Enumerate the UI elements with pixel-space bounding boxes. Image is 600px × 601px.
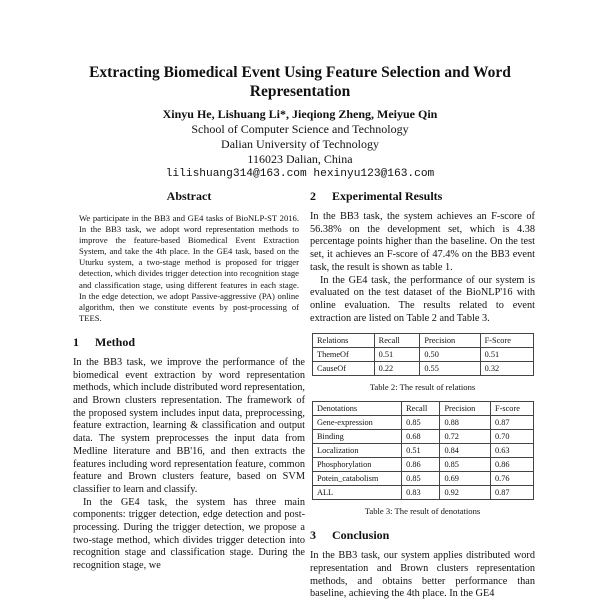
table-cell: CauseOf <box>313 362 375 376</box>
method-section-title: Method <box>95 334 135 349</box>
table-cell: 0.76 <box>491 472 534 486</box>
table-header-cell: Relations <box>313 334 375 348</box>
table-cell: 0.86 <box>491 458 534 472</box>
table-cell: 0.85 <box>440 458 491 472</box>
abstract-heading: Abstract <box>166 189 212 203</box>
table-cell: 0.72 <box>440 430 491 444</box>
table-cell: Localization <box>313 444 402 458</box>
table-header-cell: Recall <box>402 402 440 416</box>
right-column <box>310 188 535 601</box>
table-cell: 0.84 <box>440 444 491 458</box>
table-cell: 0.87 <box>491 486 534 500</box>
table2-caption: Table 2: The result of relations <box>369 382 476 393</box>
table-cell: 0.92 <box>440 486 491 500</box>
table-cell: 0.22 <box>374 362 420 376</box>
table-cell: Potein_catabolism <box>313 472 402 486</box>
table-cell: Gene-expression <box>313 416 402 430</box>
table3-caption: Table 3: The result of denotations <box>364 506 481 517</box>
method-paragraph-2: In the GE4 task, the system has three main components: trigger detection, edge detection and post-processing. During the trigger detection, we propose a two-stage method, which divides trigger detection into recognition stage and classification stage. During the recognition stage, we <box>73 496 305 572</box>
table-row <box>313 416 534 430</box>
table-row <box>313 472 534 486</box>
table-cell: 0.63 <box>491 444 534 458</box>
table-cell: 0.85 <box>402 472 440 486</box>
author-emails: lilishuang314@163.com hexinyu123@163.com <box>165 168 435 180</box>
method-paragraph-1: In the BB3 task, we improve the performance of the biomedical event extraction by word representation methods, which include distributed word representation, and Brown clusters representation. The framework of the proposed system includes input data, preprocessing, feature extraction, learning & classification and output data. The system preprocesses the input data from Medline literature and BB'16, and then extracts the features including word representation feature, common feature and Brown clusters feature, based on SVM classifier to learn and classify. <box>73 356 305 495</box>
table-cell: Binding <box>313 430 402 444</box>
conclusion-paragraph-1: In the BB3 task, our system applies distributed word representation and Brown clusters representation methods, and obtains better performance than baseline, achieving the 4th place. In the GE4 <box>310 550 535 600</box>
table-cell: 0.87 <box>491 416 534 430</box>
table-header-cell: Precision <box>420 334 480 348</box>
experimental-paragraph-1: In the BB3 task, the system achieves an F-score of 56.38% on the development set, which is 4.38 percentage points higher than the baseline. On the test set, it achieves an F-score of 47.4% on the BB3 event task, the result is shown as table 1. <box>310 211 535 273</box>
left-column <box>73 188 305 573</box>
table-cell: 0.55 <box>420 362 480 376</box>
table-cell: 0.88 <box>440 416 491 430</box>
table-header-cell: F-score <box>491 402 534 416</box>
experimental-section-number: 2 <box>310 189 316 203</box>
table-cell: 0.51 <box>480 348 533 362</box>
method-section-number: 1 <box>73 334 79 349</box>
table-relations <box>312 333 534 376</box>
table-header-cell: Recall <box>374 334 420 348</box>
experimental-paragraph-2: In the GE4 task, the performance of our system is evaluated on the test dataset of the BioNLP'16 with online evaluation. The results related to event extraction are listed on Table 2 and Table 3. <box>310 274 535 324</box>
table-cell: 0.85 <box>402 416 440 430</box>
table-cell: 0.32 <box>480 362 533 376</box>
table-cell: 0.51 <box>374 348 420 362</box>
table-cell: 0.86 <box>402 458 440 472</box>
table-cell: 0.70 <box>491 430 534 444</box>
table-row <box>313 348 534 362</box>
abstract-text: We participate in the BB3 and GE4 tasks of BioNLP-ST 2016. In the BB3 task, we adopt word representation methods to improve the feature-based Biomedical Event Extraction System, and take the 4th place. In the GE4 task, based on the Uturku system, a two-stage method is proposed for trigger detection, which divides trigger detection into recognition stage and classification stage, using different features in each stage. In the edge detection, we adopt Passive-aggressive (PA) online algorithm, then we constitute events by post-processing of TEES. <box>79 213 299 323</box>
table-header-row <box>313 402 534 416</box>
table-cell: 0.68 <box>402 430 440 444</box>
table-header-cell: Denotations <box>313 402 402 416</box>
table-cell: ALL <box>313 486 402 500</box>
paper-title: Extracting Biomedical Event Using Feature Selection and Word Representation <box>89 64 511 100</box>
table-cell: ThemeOf <box>313 348 375 362</box>
table-cell: 0.50 <box>420 348 480 362</box>
author-block <box>0 107 600 182</box>
table-row <box>313 430 534 444</box>
conclusion-section-number: 3 <box>310 528 316 543</box>
conclusion-section-title: Conclusion <box>332 528 390 543</box>
affiliation-school: School of Computer Science and Technology <box>191 122 409 136</box>
table-row <box>313 486 534 500</box>
table-cell: 0.51 <box>402 444 440 458</box>
table-header-row <box>313 334 534 348</box>
table-row <box>313 362 534 376</box>
experimental-heading <box>310 188 535 204</box>
conclusion-heading <box>310 527 535 543</box>
experimental-section-title: Experimental Results <box>332 189 443 203</box>
affiliation-city: 116023 Dalian, China <box>247 152 353 166</box>
method-heading <box>73 334 305 350</box>
table-header-cell: Precision <box>440 402 491 416</box>
table-cell: 0.69 <box>440 472 491 486</box>
table-denotations <box>312 401 534 500</box>
table-row <box>313 458 534 472</box>
table-header-cell: F-Score <box>480 334 533 348</box>
table-cell: Phosphorylation <box>313 458 402 472</box>
author-names: Xinyu He, Lishuang Li*, Jieqiong Zheng, Meiyue Qin <box>162 107 438 121</box>
table-cell: 0.83 <box>402 486 440 500</box>
affiliation-university: Dalian University of Technology <box>221 137 379 151</box>
table-row <box>313 444 534 458</box>
